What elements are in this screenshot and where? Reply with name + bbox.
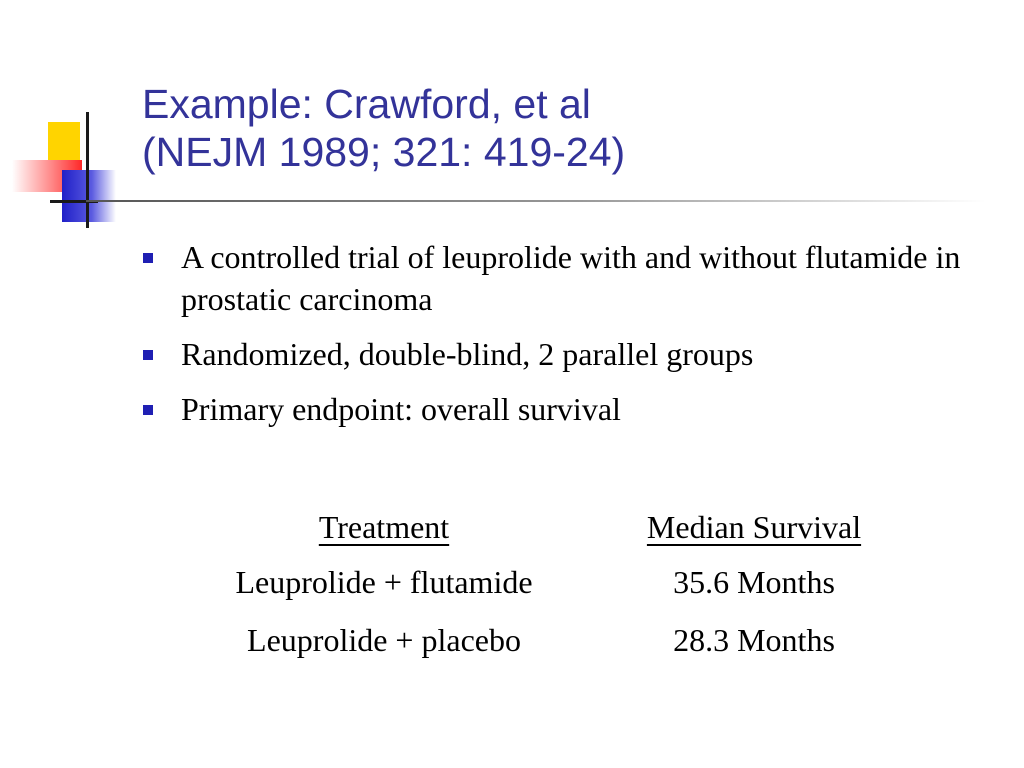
slide-logo-decoration (0, 0, 160, 240)
table-row (190, 553, 930, 611)
cell-median-survival: 28.3 Months (673, 621, 835, 658)
cell-treatment: Leuprolide + flutamide (235, 563, 533, 600)
bullet-text: Randomized, double-blind, 2 parallel groups (181, 336, 754, 372)
cell-treatment: Leuprolide + placebo (247, 621, 521, 658)
table-row (190, 611, 930, 669)
title-underline-rule (86, 200, 986, 202)
slide-title-line-2: (NEJM 1989; 321: 419-24) (142, 129, 626, 175)
bullet-list (143, 236, 983, 443)
bullet-text: Primary endpoint: overall survival (181, 391, 621, 427)
slide-title (142, 80, 625, 176)
bullet-text: A controlled trial of leuprolide with and without flutamide in prostatic carcinoma (181, 239, 961, 317)
survival-results-table (190, 501, 930, 669)
table-header-row (190, 501, 930, 553)
bullet-item (143, 333, 983, 375)
bullet-item (143, 236, 983, 320)
square-bullet-icon (143, 405, 153, 415)
cell-median-survival: 35.6 Months (673, 563, 835, 600)
logo-yellow-square (48, 122, 80, 160)
bullet-item (143, 388, 983, 430)
header-treatment: Treatment (318, 508, 450, 545)
square-bullet-icon (143, 253, 153, 263)
logo-vertical-line (86, 112, 89, 228)
slide-title-line-1: Example: Crawford, et al (142, 81, 591, 127)
header-median-survival: Median Survival (646, 508, 862, 545)
square-bullet-icon (143, 350, 153, 360)
logo-blue-square (62, 170, 116, 222)
